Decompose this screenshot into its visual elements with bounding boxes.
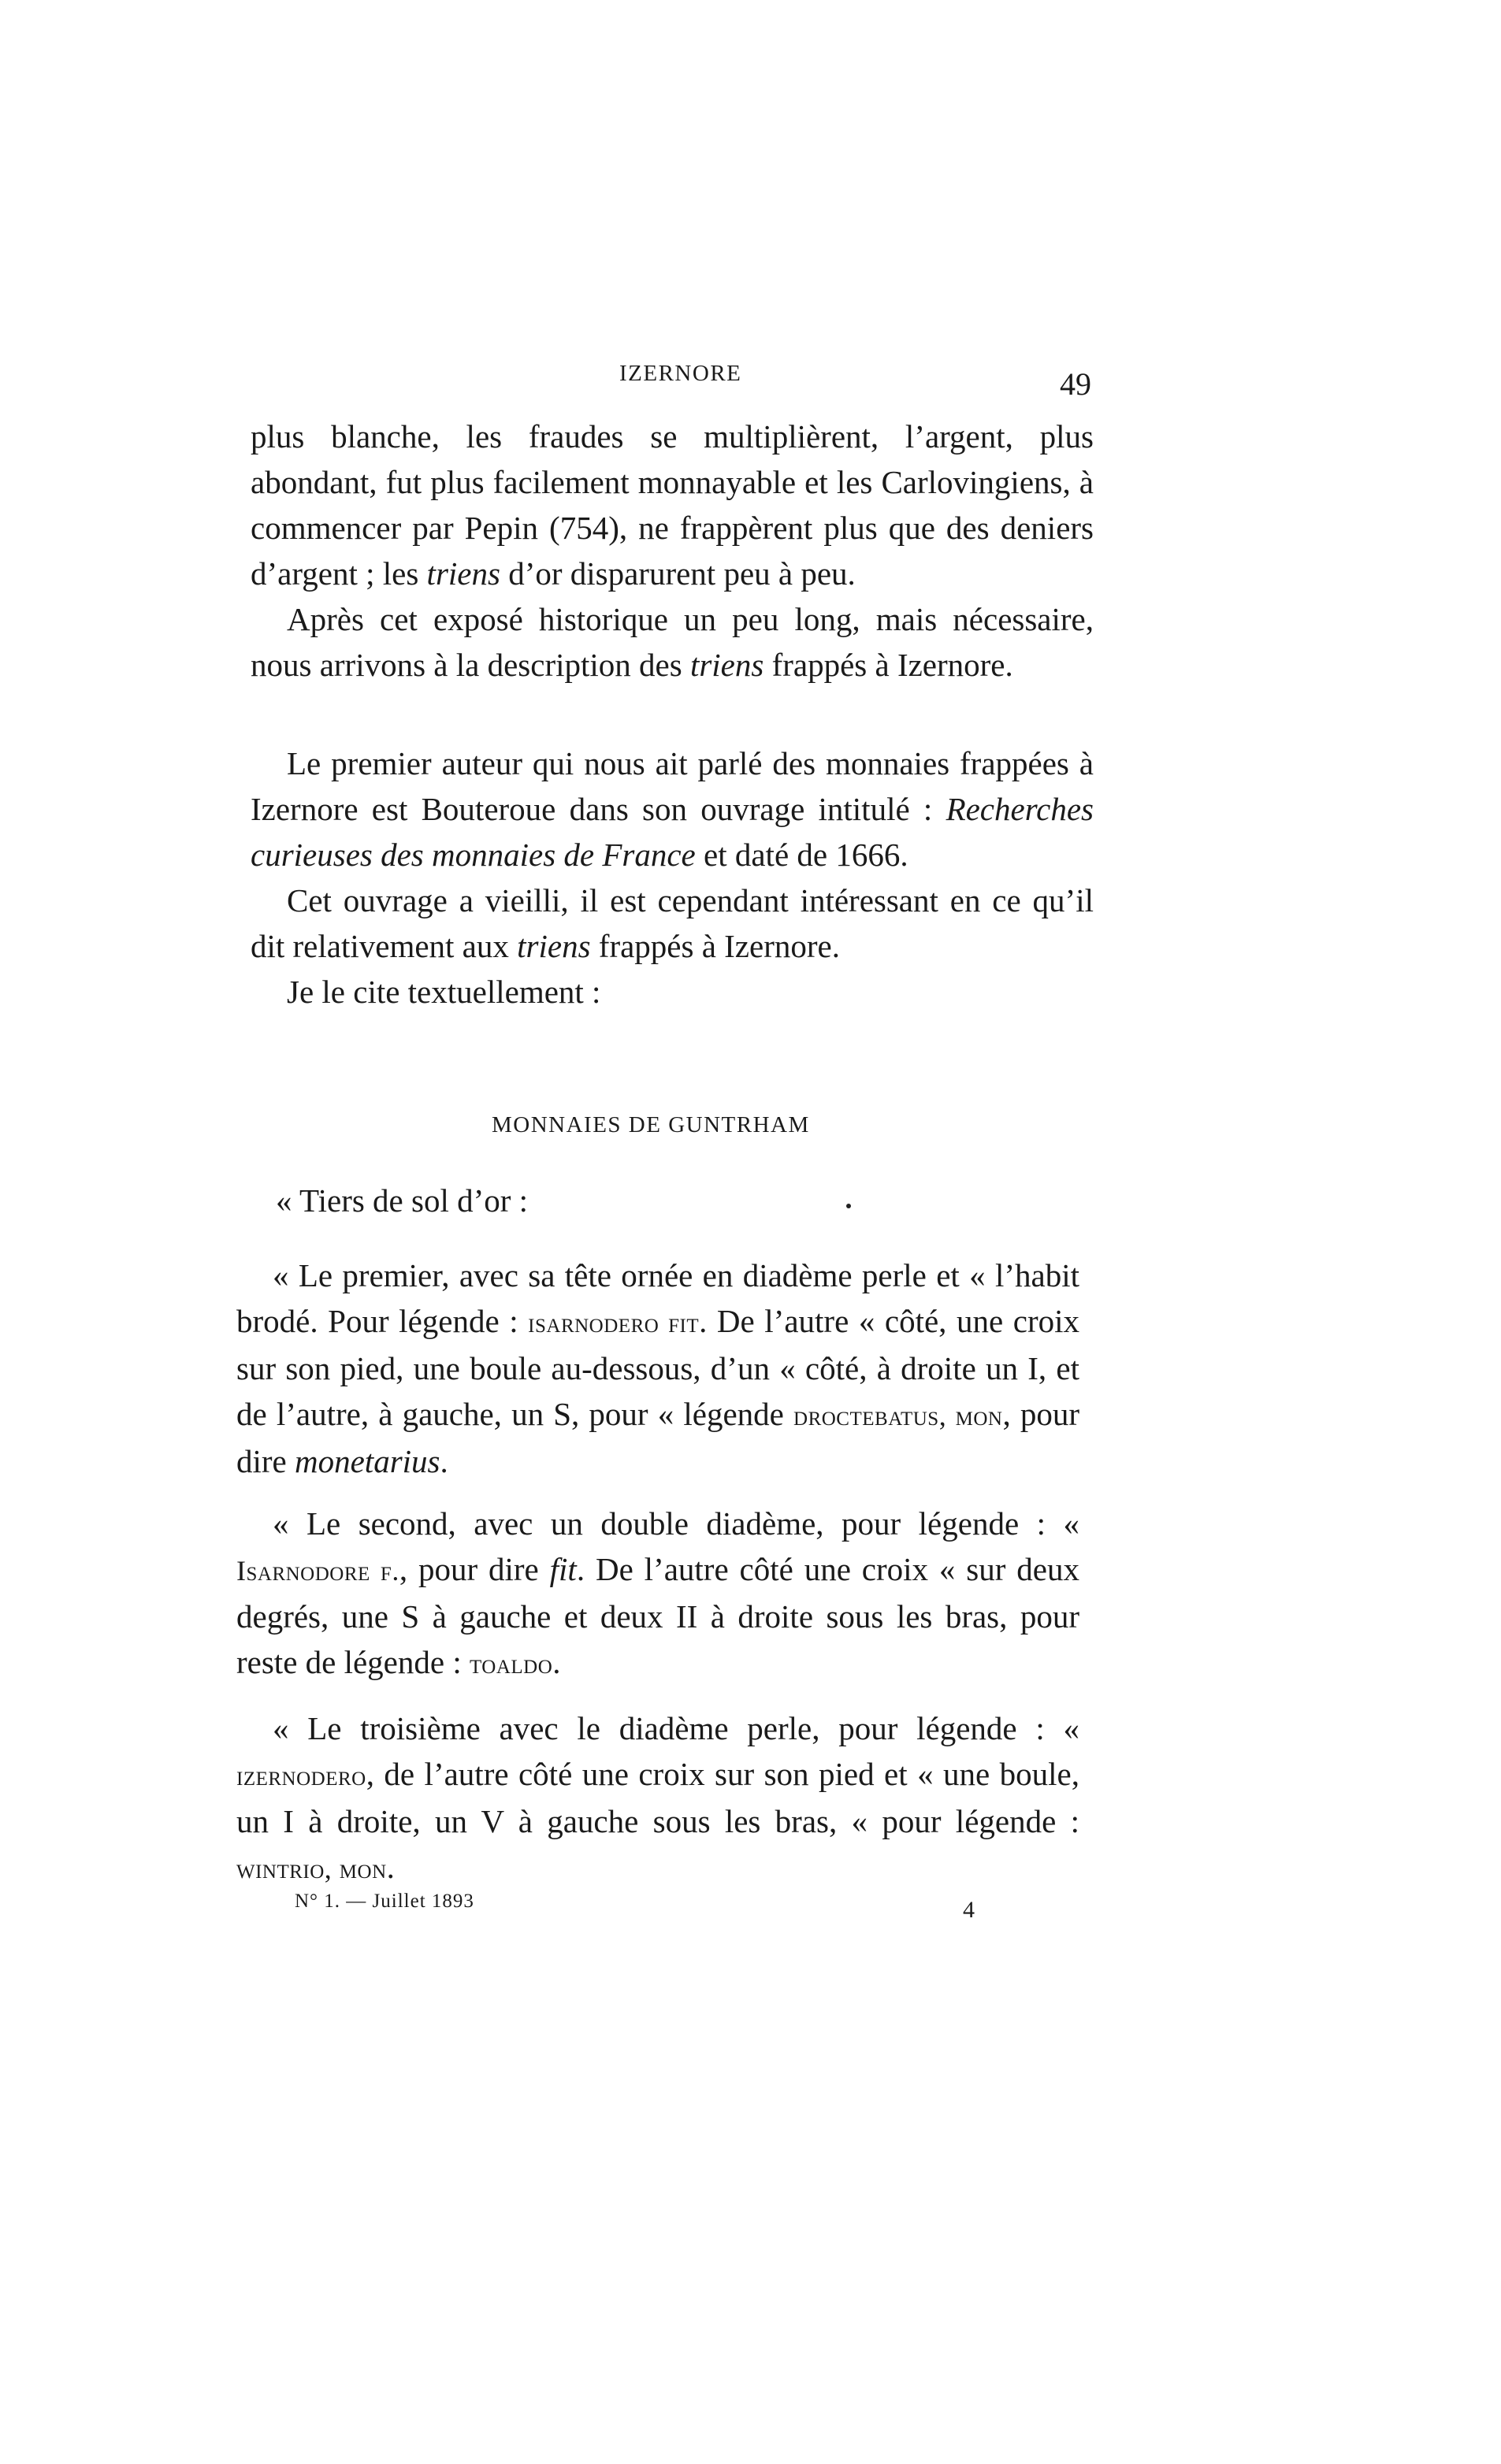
italic-term: triens bbox=[426, 555, 500, 592]
quote-third-coin bbox=[236, 1705, 1079, 1891]
italic-term: triens bbox=[517, 928, 591, 964]
coin-legend: wintrio, mon bbox=[236, 1853, 387, 1884]
quote-text: , pour dire bbox=[236, 1396, 1080, 1479]
coin-legend: izernodero bbox=[236, 1760, 366, 1791]
coin-legend: droctebatus, mon bbox=[793, 1400, 1003, 1431]
quote-second-coin bbox=[236, 1501, 1079, 1687]
paragraph-text: Cet ouvrage a vieilli, il est cependant intéressant en ce qu’il dit relativement aux bbox=[251, 882, 1094, 964]
coin-legend: isarnodero fit bbox=[528, 1307, 700, 1338]
quote-text: . bbox=[386, 1849, 395, 1885]
paragraph-fraudes bbox=[251, 414, 1094, 596]
paragraph-text: et daté de 1666. bbox=[695, 837, 908, 873]
paragraph-text: Après cet exposé historique un peu long, mais nécessaire, nous arrivons à la description des bbox=[251, 601, 1094, 683]
stray-dot bbox=[846, 1204, 851, 1208]
italic-term: fit bbox=[549, 1551, 577, 1587]
paragraph-text: d’or disparurent peu à peu. bbox=[500, 555, 856, 592]
book-title: Recherches curieuses des monnaies de France bbox=[251, 791, 1094, 873]
paragraph-text: plus blanche, les fraudes se multiplièrent, l’argent, plus abondant, fut plus facilement monnayable et les Carlovingiens, à commencer par Pepin (754), ne frappèrent plus que des deniers d’argent ; les bbox=[251, 418, 1094, 592]
quote-paragraph bbox=[236, 1252, 1079, 1484]
quote-text: , de l’autre côté une croix sur son pied et « une boule, un I à droite, un V à gauche sous les bras, « pour légende : bbox=[236, 1756, 1079, 1839]
paragraph-text: frappés à Izernore. bbox=[764, 647, 1013, 683]
coin-legend: toaldo bbox=[469, 1648, 553, 1679]
quote-paragraph bbox=[236, 1705, 1079, 1891]
page-number: 49 bbox=[1060, 366, 1091, 402]
quote-paragraph bbox=[236, 1501, 1079, 1687]
coin-legend: Isarnodore f. bbox=[236, 1555, 399, 1586]
quote-text: « Le second, avec un double diadème, pour légende : « bbox=[273, 1505, 1079, 1542]
issue-footer: N° 1. — Juillet 1893 bbox=[295, 1891, 474, 1912]
paragraph-cite: Je le cite textuellement : bbox=[287, 974, 601, 1010]
section-heading: MONNAIES DE GUNTRHAM bbox=[492, 1112, 810, 1137]
quote-intro: « Tiers de sol d’or : bbox=[276, 1182, 529, 1219]
quote-first-coin bbox=[236, 1252, 1079, 1484]
paragraph-text: Le premier auteur qui nous ait parlé des monnaies frappées à Izernore est Bouteroue dans son ouvrage intitulé : bbox=[251, 745, 1094, 827]
quote-text: . bbox=[552, 1644, 561, 1680]
italic-term: monetarius bbox=[295, 1443, 440, 1479]
text-block-top bbox=[251, 414, 1094, 688]
paragraph-bouteroue bbox=[251, 740, 1094, 878]
paragraph-ouvrage bbox=[251, 878, 1094, 969]
italic-term: triens bbox=[689, 647, 764, 683]
paragraph-expose bbox=[251, 596, 1094, 688]
signature-mark: 4 bbox=[963, 1897, 975, 1923]
quote-text: « Le troisième avec le diadème perle, pour légende : « bbox=[273, 1710, 1079, 1746]
quote-text: , pour dire bbox=[399, 1551, 550, 1587]
quote-text: . bbox=[440, 1443, 448, 1479]
text-block-middle bbox=[251, 740, 1094, 1015]
paragraph-text: frappés à Izernore. bbox=[590, 928, 840, 964]
quote-text: . De l’autre côté une croix « sur deux degrés, une S à gauche et deux II à droite sous les bras, pour reste de légende : bbox=[236, 1551, 1079, 1680]
running-title: IZERNORE bbox=[619, 361, 742, 386]
quote-text: . De l’autre « côté, une croix sur son pied, une boule au-dessous, d’un « côté, à droite un I, et de l’autre, à gauche, un S, pour « légende bbox=[236, 1303, 1079, 1432]
quote-text: « Le premier, avec sa tête ornée en diadème perle et « l’habit brodé. Pour légende : bbox=[236, 1257, 1079, 1339]
